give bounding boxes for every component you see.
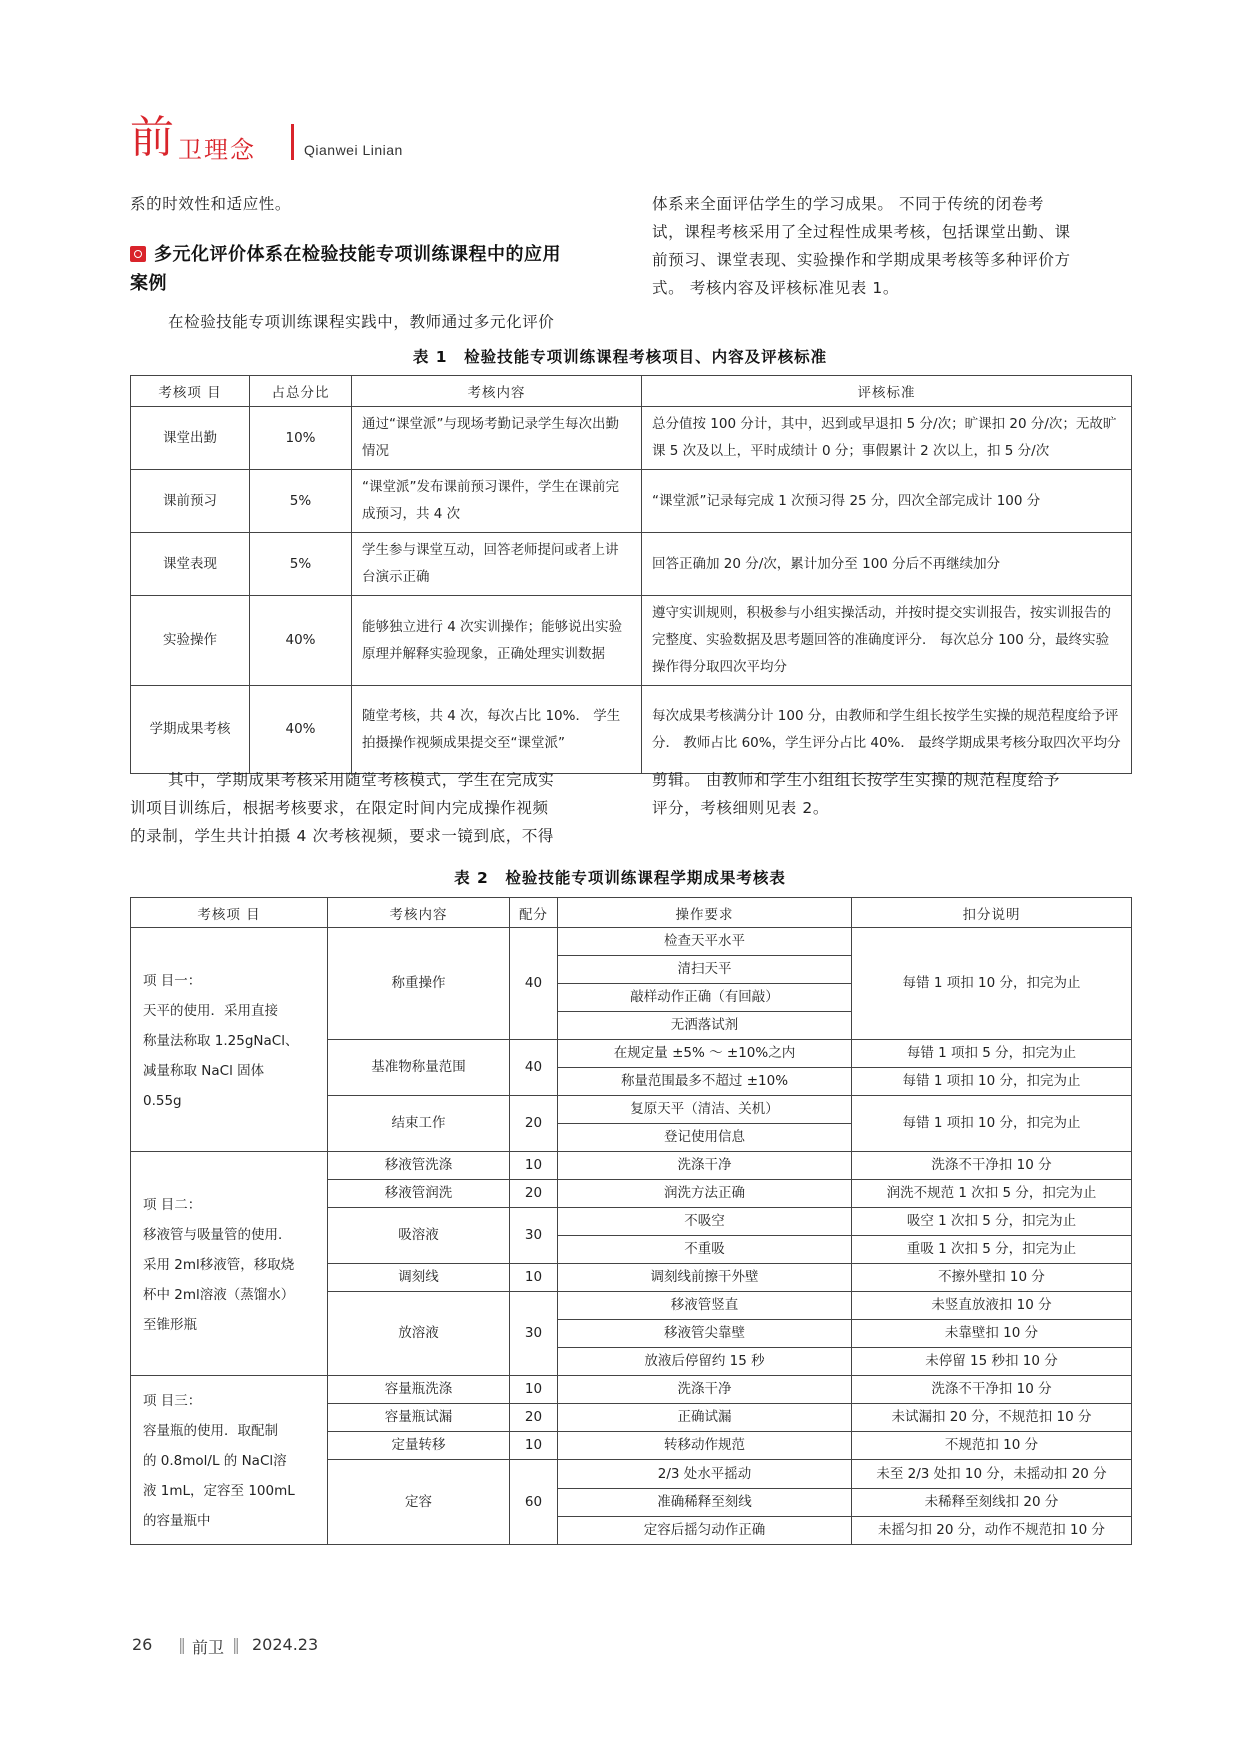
content-cell: 基准物称量范围 bbox=[328, 1040, 510, 1096]
requirement-cell: 定容后摇匀动作正确 bbox=[558, 1517, 852, 1545]
project-cell: 项 目一： 天平的使用．采用直接 称量法称取 1.25gNaCl、 减量称取 NaCl 固体 0.55g bbox=[131, 928, 328, 1152]
cell-standard: 总分值按 100 分计，其中，迟到或早退扣 5 分/次；旷课扣 20 分/次；无故旷课 5 次及以上，平时成绩计 0 分；事假累计 2 次以上，扣 5 分/次 bbox=[642, 407, 1132, 470]
table-row bbox=[131, 1376, 1132, 1404]
cell-ratio: 10% bbox=[250, 407, 352, 470]
score-cell: 30 bbox=[510, 1208, 558, 1264]
header-column-title: 卫理念 bbox=[178, 136, 256, 164]
score-cell: 10 bbox=[510, 1432, 558, 1460]
score-cell: 40 bbox=[510, 1040, 558, 1096]
deduction-cell: 未靠壁扣 10 分 bbox=[852, 1320, 1132, 1348]
score-cell: 20 bbox=[510, 1404, 558, 1432]
requirement-cell: 润洗方法正确 bbox=[558, 1180, 852, 1208]
cell-content: 能够独立进行 4 次实训操作；能够说出实验原理并解释实验现象，正确处理实训数据 bbox=[352, 596, 642, 686]
cell-standard: 回答正确加 20 分/次，累计加分至 100 分后不再继续加分 bbox=[642, 533, 1132, 596]
requirement-cell: 转移动作规范 bbox=[558, 1432, 852, 1460]
deduction-cell: 未竖直放液扣 10 分 bbox=[852, 1292, 1132, 1320]
table2 bbox=[130, 897, 1132, 1545]
score-cell: 10 bbox=[510, 1152, 558, 1180]
content-cell: 容量瓶试漏 bbox=[328, 1404, 510, 1432]
cell-item: 课堂表现 bbox=[131, 533, 250, 596]
col-header: 操作要求 bbox=[558, 898, 852, 928]
deduction-cell: 未至 2/3 处扣 10 分，未摇动扣 20 分 bbox=[852, 1460, 1132, 1489]
table-row bbox=[131, 686, 1132, 774]
content-cell: 移液管润洗 bbox=[328, 1180, 510, 1208]
col-header: 考核内容 bbox=[352, 376, 642, 407]
deduction-cell: 洗涤不干净扣 10 分 bbox=[852, 1152, 1132, 1180]
cell-ratio: 5% bbox=[250, 470, 352, 533]
mid-right-paragraph bbox=[652, 766, 1130, 822]
col-header: 配分 bbox=[510, 898, 558, 928]
deduction-cell: 未试漏扣 20 分，不规范扣 10 分 bbox=[852, 1404, 1132, 1432]
right-line: 前预习、课堂表现、实验操作和学期成果考核等多种评价方 bbox=[652, 251, 1071, 269]
requirement-cell: 不重吸 bbox=[558, 1236, 852, 1264]
mid-left-line: 的录制，学生共计拍摄 4 次考核视频，要求一镜到底，不得 bbox=[130, 827, 555, 845]
deduction-cell: 洗涤不干净扣 10 分 bbox=[852, 1376, 1132, 1404]
score-cell: 20 bbox=[510, 1180, 558, 1208]
cell-ratio: 40% bbox=[250, 596, 352, 686]
score-cell: 30 bbox=[510, 1292, 558, 1376]
content-cell: 吸溶液 bbox=[328, 1208, 510, 1264]
footer-separator: ‖ bbox=[178, 1635, 186, 1654]
section-paragraph-start: 在检验技能专项训练课程实践中，教师通过多元化评价 bbox=[168, 313, 555, 331]
requirement-cell: 不吸空 bbox=[558, 1208, 852, 1236]
score-cell: 10 bbox=[510, 1376, 558, 1404]
content-cell: 调刻线 bbox=[328, 1264, 510, 1292]
table-row bbox=[131, 407, 1132, 470]
cell-item: 学期成果考核 bbox=[131, 686, 250, 774]
requirement-cell: 称量范围最多不超过 ±10% bbox=[558, 1068, 852, 1096]
right-paragraph bbox=[652, 190, 1130, 302]
intro-line: 系的时效性和适应性。 bbox=[130, 195, 292, 213]
col-header: 考核内容 bbox=[328, 898, 510, 928]
page-number: 26 bbox=[132, 1635, 153, 1654]
cell-ratio: 40% bbox=[250, 686, 352, 774]
deduction-cell: 每错 1 项扣 10 分，扣完为止 bbox=[852, 1068, 1132, 1096]
cell-item: 课堂出勤 bbox=[131, 407, 250, 470]
col-header: 考核项 目 bbox=[131, 898, 328, 928]
requirement-cell: 复原天平（清洁、关机） bbox=[558, 1096, 852, 1124]
mid-left-line: 训项目训练后，根据考核要求，在限定时间内完成操作视频 bbox=[130, 799, 549, 817]
col-header: 扣分说明 bbox=[852, 898, 1132, 928]
section-bullet-icon bbox=[130, 246, 146, 262]
score-cell: 60 bbox=[510, 1460, 558, 1545]
score-cell: 20 bbox=[510, 1096, 558, 1152]
table-row bbox=[131, 533, 1132, 596]
requirement-cell: 移液管竖直 bbox=[558, 1292, 852, 1320]
mid-left-line: 其中，学期成果考核采用随堂考核模式，学生在完成实 bbox=[168, 771, 555, 789]
cell-standard: 每次成果考核满分计 100 分，由教师和学生组长按学生实操的规范程度给予评分． 教师占比 60%，学生评分占比 40%． 最终学期成果考核分取四次平均分 bbox=[642, 686, 1132, 774]
cell-content: “课堂派”发布课前预习课件，学生在课前完成预习，共 4 次 bbox=[352, 470, 642, 533]
table-header-row bbox=[131, 898, 1132, 928]
cell-standard: 遵守实训规则，积极参与小组实操活动，并按时提交实训报告，按实训报告的完整度、实验数据及思考题回答的准确度评分． 每次总分 100 分，最终实验操作得分取四次平均分 bbox=[642, 596, 1132, 686]
requirement-cell: 放液后停留约 15 秒 bbox=[558, 1348, 852, 1376]
table-row bbox=[131, 470, 1132, 533]
section-title-line1: 多元化评价体系在检验技能专项训练课程中的应用 bbox=[154, 244, 561, 265]
cell-item: 课前预习 bbox=[131, 470, 250, 533]
mid-right-line: 剪辑。 由教师和学生小组组长按学生实操的规范程度给予 bbox=[652, 771, 1061, 789]
journal-name: 前卫 bbox=[192, 1638, 225, 1657]
requirement-cell: 洗涤干净 bbox=[558, 1376, 852, 1404]
deduction-cell: 未摇匀扣 20 分，动作不规范扣 10 分 bbox=[852, 1517, 1132, 1545]
table-header-row bbox=[131, 376, 1132, 407]
table1-caption: 表 1 检验技能专项训练课程考核项目、内容及评核标准 bbox=[412, 348, 828, 366]
content-cell: 定容 bbox=[328, 1460, 510, 1545]
mid-right-line: 评分，考核细则见表 2。 bbox=[652, 799, 829, 817]
deduction-cell: 未停留 15 秒扣 10 分 bbox=[852, 1348, 1132, 1376]
section-heading bbox=[130, 240, 610, 298]
header-divider bbox=[291, 124, 294, 160]
col-header: 占总分比 bbox=[250, 376, 352, 407]
cell-item: 实验操作 bbox=[131, 596, 250, 686]
footer-separator: ‖ bbox=[232, 1635, 240, 1654]
project-cell: 项 目三： 容量瓶的使用．取配制 的 0.8mol/L 的 NaCl溶 液 1mL，定容至 100mL 的容量瓶中 bbox=[131, 1376, 328, 1545]
col-header: 考核项 目 bbox=[131, 376, 250, 407]
content-cell: 移液管洗涤 bbox=[328, 1152, 510, 1180]
right-line: 体系来全面评估学生的学习成果。 不同于传统的闭卷考 bbox=[652, 195, 1044, 213]
requirement-cell: 移液管尖靠壁 bbox=[558, 1320, 852, 1348]
content-cell: 容量瓶洗涤 bbox=[328, 1376, 510, 1404]
cell-content: 通过“课堂派”与现场考勤记录学生每次出勤情况 bbox=[352, 407, 642, 470]
requirement-cell: 洗涤干净 bbox=[558, 1152, 852, 1180]
deduction-cell: 不擦外壁扣 10 分 bbox=[852, 1264, 1132, 1292]
col-header: 评核标准 bbox=[642, 376, 1132, 407]
score-cell: 40 bbox=[510, 928, 558, 1040]
deduction-cell: 未稀释至刻线扣 20 分 bbox=[852, 1489, 1132, 1517]
requirement-cell: 2/3 处水平摇动 bbox=[558, 1460, 852, 1489]
header-pinyin: Qianwei Linian bbox=[304, 142, 403, 158]
requirement-cell: 正确试漏 bbox=[558, 1404, 852, 1432]
deduction-cell: 润洗不规范 1 次扣 5 分，扣完为止 bbox=[852, 1180, 1132, 1208]
requirement-cell: 无洒落试剂 bbox=[558, 1012, 852, 1040]
header-logo-char: 前 bbox=[130, 112, 174, 163]
table2-caption: 表 2 检验技能专项训练课程学期成果考核表 bbox=[454, 869, 786, 887]
deduction-cell: 每错 1 项扣 10 分，扣完为止 bbox=[852, 1096, 1132, 1152]
table-row bbox=[131, 1152, 1132, 1180]
requirement-cell: 登记使用信息 bbox=[558, 1124, 852, 1152]
content-cell: 定量转移 bbox=[328, 1432, 510, 1460]
requirement-cell: 在规定量 ±5% ～ ±10%之内 bbox=[558, 1040, 852, 1068]
project-cell: 项 目二： 移液管与吸量管的使用． 采用 2ml移液管，移取烧 杯中 2ml溶液（蒸馏水） 至锥形瓶 bbox=[131, 1152, 328, 1376]
requirement-cell: 清扫天平 bbox=[558, 956, 852, 984]
cell-content: 随堂考核，共 4 次，每次占比 10%． 学生拍摄操作视频成果提交至“课堂派” bbox=[352, 686, 642, 774]
table1 bbox=[130, 375, 1132, 774]
deduction-cell: 每错 1 项扣 10 分，扣完为止 bbox=[852, 928, 1132, 1040]
mid-left-paragraph bbox=[130, 766, 612, 850]
cell-ratio: 5% bbox=[250, 533, 352, 596]
deduction-cell: 重吸 1 次扣 5 分，扣完为止 bbox=[852, 1236, 1132, 1264]
content-cell: 放溶液 bbox=[328, 1292, 510, 1376]
deduction-cell: 每错 1 项扣 5 分，扣完为止 bbox=[852, 1040, 1132, 1068]
deduction-cell: 吸空 1 次扣 5 分，扣完为止 bbox=[852, 1208, 1132, 1236]
table-row bbox=[131, 928, 1132, 956]
table-row bbox=[131, 596, 1132, 686]
content-cell: 结束工作 bbox=[328, 1096, 510, 1152]
deduction-cell: 不规范扣 10 分 bbox=[852, 1432, 1132, 1460]
content-cell: 称重操作 bbox=[328, 928, 510, 1040]
requirement-cell: 检查天平水平 bbox=[558, 928, 852, 956]
cell-content: 学生参与课堂互动，回答老师提问或者上讲台演示正确 bbox=[352, 533, 642, 596]
issue-number: 2024.23 bbox=[252, 1635, 319, 1654]
right-line: 式。 考核内容及评核标准见表 1。 bbox=[652, 279, 899, 297]
section-title-line2: 案例 bbox=[130, 273, 167, 294]
cell-standard: “课堂派”记录每完成 1 次预习得 25 分，四次全部完成计 100 分 bbox=[642, 470, 1132, 533]
requirement-cell: 敲样动作正确（有回敲） bbox=[558, 984, 852, 1012]
score-cell: 10 bbox=[510, 1264, 558, 1292]
requirement-cell: 调刻线前擦干外壁 bbox=[558, 1264, 852, 1292]
right-line: 试，课程考核采用了全过程性成果考核，包括课堂出勤、课 bbox=[652, 223, 1071, 241]
requirement-cell: 准确稀释至刻线 bbox=[558, 1489, 852, 1517]
